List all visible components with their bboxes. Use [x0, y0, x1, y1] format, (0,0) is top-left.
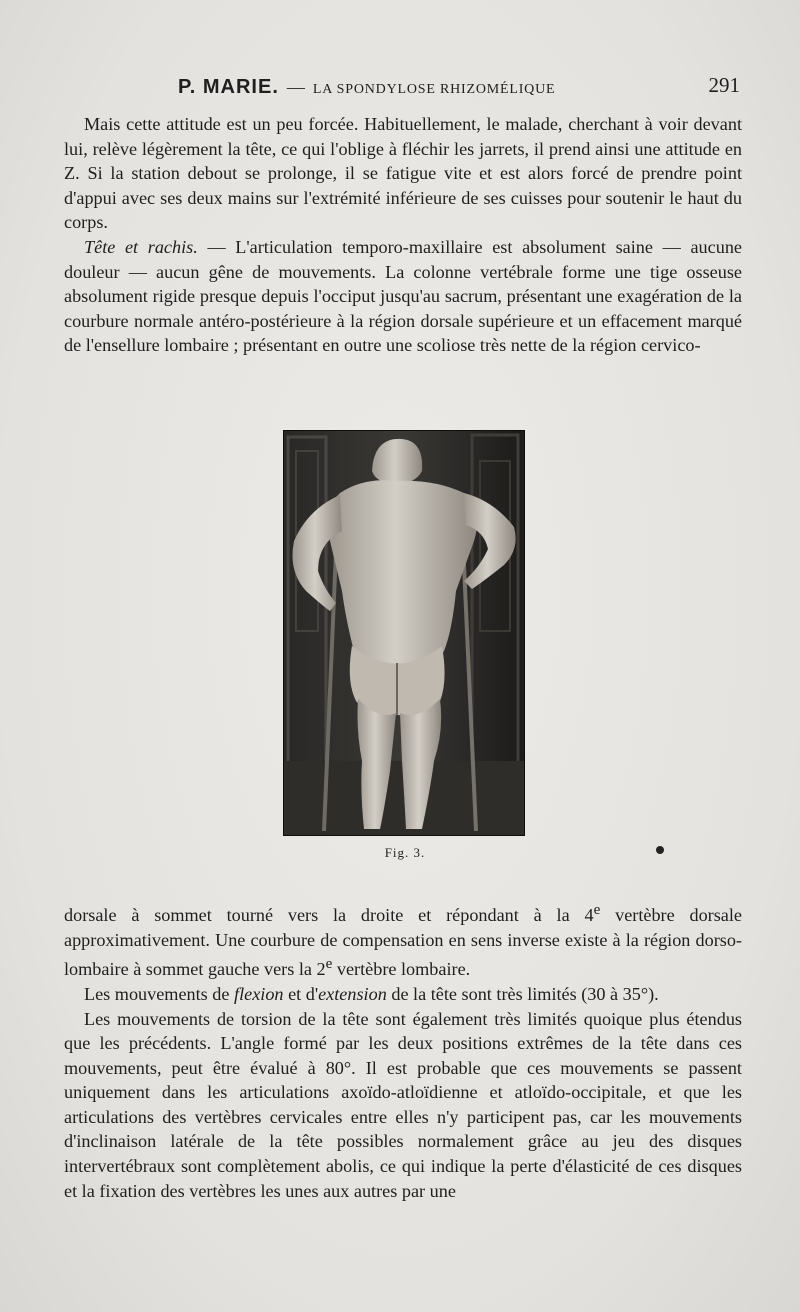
paragraph-flexion-text-b: et d' [283, 983, 319, 1004]
header-title: LA SPONDYLOSE RHIZOMÉLIQUE [312, 82, 556, 97]
paragraph-scoliose-text-a: dorsale à sommet tourné vers la droite et répondant à la 4 [64, 905, 594, 926]
patient-photo-illustration [284, 431, 524, 835]
paragraph-tete-rachis [64, 235, 742, 358]
paragraph-attitude: Mais cette attitude est un peu forcée. Habituellement, le malade, cherchant à voir devant lui, relève légèrement la tête, ce qui l'oblige à fléchir les jarrets, il prend ainsi une attitude en Z. Si la station debout se prolonge, il se fatigue vite et est alors forcé de prendre point d'appui avec ses deux mains sur l'extrémité inférieure de ses cuisses pour soutenir le haut du corps. [64, 114, 742, 233]
header-author: P. MARIE. [178, 76, 279, 98]
section-lead-tete-rachis: Tête et rachis. [84, 236, 198, 257]
figure-photograph [283, 430, 525, 836]
ordinal-superscript: e [325, 955, 333, 973]
paragraph-flexion-text-c: de la tête sont très limités (30 à 35°). [386, 983, 659, 1004]
figure-caption: Fig. 3. [384, 845, 426, 860]
text-block-bottom [64, 898, 742, 1203]
paragraph-scoliose-text-b: vertèbre dorsale approximativement. Une courbure de compensation en sens inverse existe à la région dorso-lombaire à sommet gauche vers la 2 [64, 905, 743, 980]
header-dash: — [286, 77, 305, 97]
text-block-top [64, 112, 742, 358]
term-extension: extension [318, 983, 387, 1004]
paragraph-scoliose-text-c: vertèbre lombaire. [332, 959, 471, 980]
term-flexion: flexion [234, 983, 284, 1004]
page-number: 291 [708, 73, 740, 97]
paragraph-torsion: Les mouvements de torsion de la tête sont également très limités quoique plus étendus que les précédents. L'angle formé par les deux positions extrêmes de la tête dans ces mouvements, peut être évalué à 80°. Il est probable que ces mouvements se passent uniquement dans les articulations axoïdo-atloïdienne et atloïdo-occipitale, et que les articulations des vertèbres cervicales entre elles n'y participent pas, car les mouvements d'inclinaison latérale de la tête possibles normalement grâce au jeu des disques intervertébraux sont complètement abolis, ce qui indique la perte d'élasticité de ces disques et la fixation des vertèbres les unes aux autres par une [64, 1008, 742, 1201]
paragraph-scoliose [64, 898, 742, 982]
paragraph-tete-rachis-text: — L'articulation temporo-maxillaire est absolument saine — aucune douleur — aucun gêne de mouvements. La colonne vertébrale forme une tige osseuse absolument rigide presque depuis l'occiput jusqu'au sacrum, présentant une exagération de la courbure normale antéro-postérieure à la région dorsale supérieure et un effacement marqué de l'ensellure lombaire ; présentant en outre une scoliose très nette de la région cervico- [64, 236, 742, 356]
paragraph-flexion [64, 982, 742, 1007]
ordinal-superscript: e [593, 901, 601, 918]
ink-speck [656, 846, 664, 854]
paragraph-flexion-text-a: Les mouvements de [84, 983, 235, 1004]
running-header [178, 73, 740, 106]
